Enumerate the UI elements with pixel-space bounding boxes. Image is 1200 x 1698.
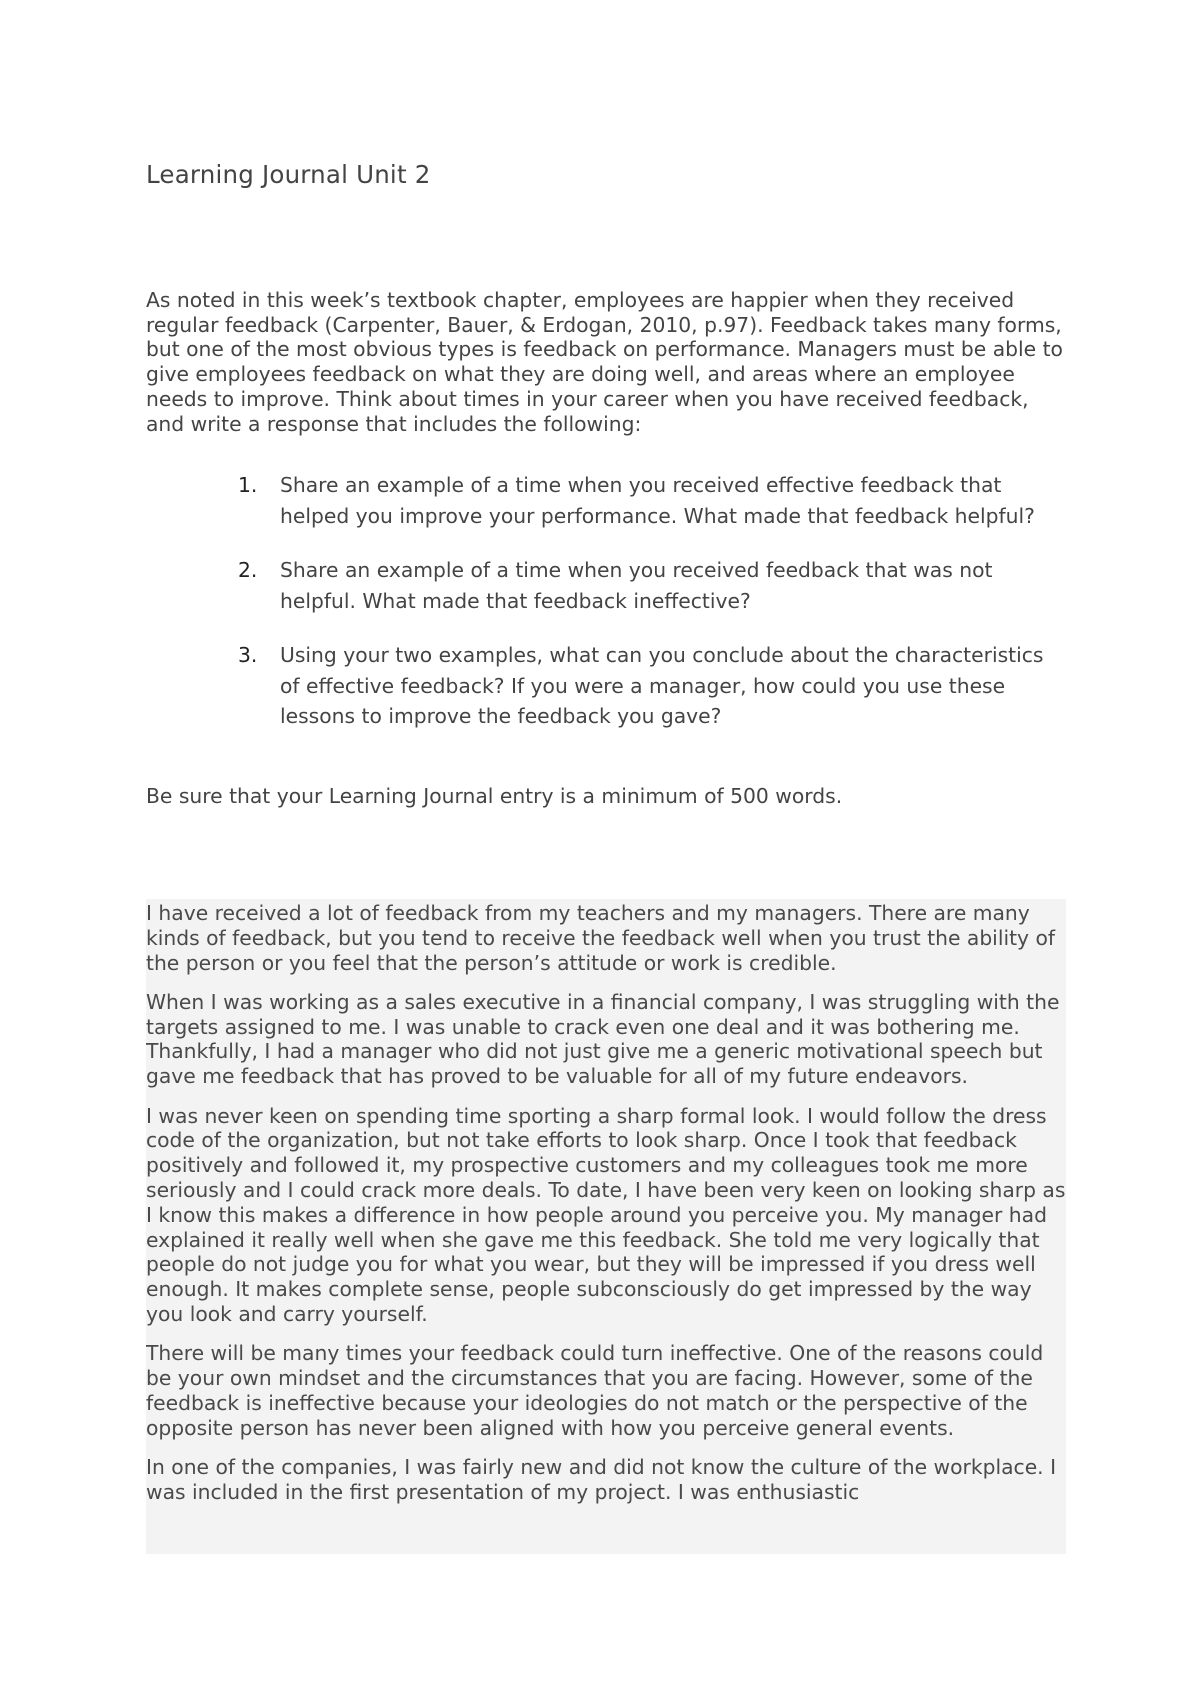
question-list	[238, 470, 1066, 756]
response-paragraph: When I was working as a sales executive in a financial company, I was struggling with the targets assigned to me. I was unable to crack even one deal and it was bothering me. Thankfully, I had a manager who did not just give me a generic motivational speech but gave me feedback that has proved to be valuable for all of my future endeavors.	[146, 989, 1060, 1089]
intro-paragraph	[146, 288, 1066, 436]
question-text: Share an example of a time when you received effective feedback that helped you improve your performance. What made that feedback helpful?	[280, 473, 1035, 528]
question-text: Share an example of a time when you received feedback that was not helpful. What made that feedback ineffective?	[280, 558, 993, 613]
question-item	[238, 470, 1066, 531]
question-number: 3.	[238, 643, 258, 667]
question-number: 2.	[238, 558, 258, 582]
question-text: Using your two examples, what can you conclude about the characteristics of effective feedback? If you were a manager, how could you use these lessons to improve the feedback you gave?	[280, 643, 1044, 728]
response-paragraph: I have received a lot of feedback from my teachers and my managers. There are many kinds of feedback, but you tend to receive the feedback well when you trust the ability of the person or you feel that the person’s attitude or work is credible.	[146, 901, 1056, 975]
question-item	[238, 555, 1066, 616]
intro-text: As noted in this week’s textbook chapter, employees are happier when they received regular feedback (Carpenter, Bauer, & Erdogan, 2010, p.97). Feedback takes many forms, but one of the most obvious types is feedback on performance. Managers must be able to give employees feedback on what they are doing well, and areas where an employee needs to improve. Think about times in your career when you have received feedback, and write a response that includes the following:	[146, 288, 1063, 436]
document-title: Learning Journal Unit 2	[146, 160, 431, 189]
response-paragraph: In one of the companies, I was fairly new and did not know the culture of the workplace. I was included in the first presentation of my project. I was enthusiastic	[146, 1454, 1057, 1504]
response-paragraph: I was never keen on spending time sporting a sharp formal look. I would follow the dress code of the organization, but not take efforts to look sharp. Once I took that feedback positively and followed it, my prospective customers and my colleagues took me more seriously and I could crack more deals. To date, I have been very keen on looking sharp as I know this makes a difference in how people around you perceive you. My manager had explained it really well when she gave me this feedback. She told me very logically that people do not judge you for what you wear, but they will be impressed if you dress well enough. It makes complete sense, people subconsciously do get impressed by the way you look and carry yourself.	[146, 1103, 1066, 1326]
question-item	[238, 640, 1066, 732]
response-paragraph: There will be many times your feedback could turn ineffective. One of the reasons could be your own mindset and the circumstances that you are facing. However, some of the feedback is ineffective because your ideologies do not match or the perspective of the opposite person has never been aligned with how you perceive general events.	[146, 1341, 1044, 1440]
journal-response	[146, 899, 1066, 1554]
word-minimum-note: Be sure that your Learning Journal entry is a minimum of 500 words.	[146, 784, 843, 808]
question-number: 1.	[238, 473, 258, 497]
